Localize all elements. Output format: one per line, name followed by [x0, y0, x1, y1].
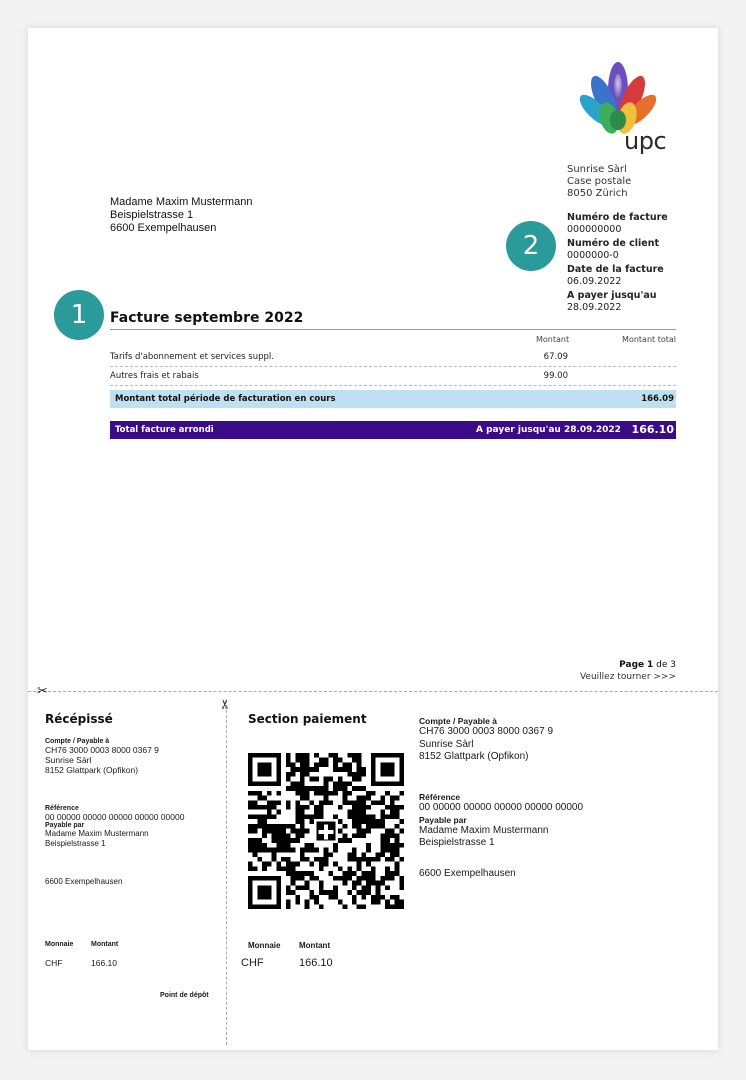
scissors-icon: ✂: [217, 698, 233, 710]
receipt-currency-label: Monnaie: [45, 941, 74, 948]
receipt-payer-label: Payable par: [45, 822, 85, 829]
final-total-row: [110, 421, 676, 439]
period-total-row: [110, 390, 676, 408]
receipt-account-label: Compte / Payable à: [45, 738, 110, 745]
deposit-point-label: Point de dépôt: [160, 992, 209, 999]
client-number: 0000000-0: [567, 249, 619, 261]
row-label: Tarifs d'abonnement et services suppl.: [110, 352, 274, 362]
receipt-creditor: Sunrise Sàrl: [45, 755, 92, 765]
scissors-icon: ✂: [37, 683, 48, 698]
page-current: 1: [647, 660, 654, 670]
invoice-number-label: Numéro de facture: [567, 212, 668, 223]
logo-text: upc: [624, 127, 667, 155]
invoice-title: Facture septembre 2022: [110, 310, 304, 326]
recipient-city: 6600 Exempelhausen: [110, 222, 217, 234]
invoice-date-label: Date de la facture: [567, 264, 664, 275]
receipt-creditor-block: [45, 738, 220, 775]
payment-payer-label: Payable par: [419, 814, 467, 825]
invoice-page: [28, 28, 718, 1050]
recipient-street: Beispielstrasse 1: [110, 209, 194, 221]
payment-section-title: Section paiement: [248, 712, 367, 726]
period-total-value: 166.09: [641, 394, 674, 404]
perforation-vertical: [226, 700, 227, 1045]
row-label: Autres frais et rabais: [110, 371, 199, 381]
page-indicator: [619, 660, 676, 670]
payment-amount-label: Montant: [299, 941, 331, 950]
payment-creditor-city: 8152 Glattpark (Opfikon): [419, 751, 529, 762]
company-address-line1: Case postale: [567, 176, 632, 187]
payment-reference: 00 00000 00000 00000 00000 00000: [419, 802, 584, 813]
receipt-amount-label: Montant: [91, 941, 119, 948]
payment-payer-name: Madame Maxim Mustermann: [419, 824, 549, 836]
recipient-address: [110, 196, 252, 235]
callout-badge-2: 2: [506, 221, 556, 271]
column-header-total: Montant total: [622, 335, 676, 344]
invoice-meta: [567, 212, 668, 316]
receipt-amount: 166.10: [91, 958, 117, 968]
table-row: [110, 348, 676, 367]
divider: [110, 329, 676, 330]
due-date-label: A payer jusqu'au: [567, 290, 657, 301]
row-amount: 67.09: [543, 352, 568, 362]
page-label: Page: [619, 660, 645, 670]
payment-account-label: Compte / Payable à: [419, 716, 497, 726]
receipt-payer-city: 6600 Exempelhausen: [45, 877, 123, 886]
receipt-payer-name: Madame Maxim Mustermann: [45, 829, 149, 838]
client-number-label: Numéro de client: [567, 238, 660, 249]
receipt-payer-street: Beispielstrasse 1: [45, 839, 106, 848]
final-total-label: Total facture arrondi: [115, 425, 214, 435]
invoice-date: 06.09.2022: [567, 275, 622, 287]
receipt-reference-label: Référence: [45, 805, 79, 812]
payment-iban: CH76 3000 0003 8000 0367 9: [419, 726, 554, 737]
company-address-line2: 8050 Zürich: [567, 188, 628, 199]
page-total: de 3: [656, 660, 676, 670]
column-header-amount: Montant: [536, 335, 570, 344]
receipt-title: Récépissé: [45, 712, 113, 726]
company-address: [567, 164, 631, 200]
row-amount: 99.00: [543, 371, 568, 381]
payment-payer-city: 6600 Exempelhausen: [419, 868, 516, 879]
payment-creditor-block: [419, 716, 699, 764]
due-date: 28.09.2022: [567, 301, 622, 313]
turn-page-note: Veuillez tourner >>>: [579, 672, 676, 682]
receipt-reference-block: [45, 805, 220, 849]
final-due-text: A payer jusqu'au 28.09.2022: [476, 425, 621, 435]
receipt-creditor-city: 8152 Glattpark (Opfikon): [45, 765, 139, 775]
perforation-horizontal: [28, 691, 718, 692]
payment-currency: CHF: [241, 957, 264, 969]
payment-amount: 166.10: [299, 957, 333, 969]
receipt-reference: 00 00000 00000 00000 00000 00000: [45, 812, 185, 822]
callout-badge-1: 1: [54, 290, 104, 340]
table-row: [110, 367, 676, 386]
period-total-label: Montant total période de facturation en cours: [115, 394, 336, 404]
payment-payer-street: Beispielstrasse 1: [419, 837, 495, 848]
receipt-iban: CH76 3000 0003 8000 0367 9: [45, 745, 159, 755]
payment-creditor: Sunrise Sàrl: [419, 738, 474, 750]
recipient-name: Madame Maxim Mustermann: [110, 196, 253, 208]
receipt-currency: CHF: [45, 958, 63, 968]
payment-currency-label: Monnaie: [248, 941, 281, 950]
final-total-value: 166.10: [631, 423, 674, 436]
payment-reference-block: [419, 792, 699, 850]
payment-reference-label: Référence: [419, 792, 461, 802]
company-name: Sunrise Sàrl: [567, 164, 627, 175]
swiss-qr-code: [248, 750, 404, 912]
invoice-number: 000000000: [567, 223, 622, 235]
